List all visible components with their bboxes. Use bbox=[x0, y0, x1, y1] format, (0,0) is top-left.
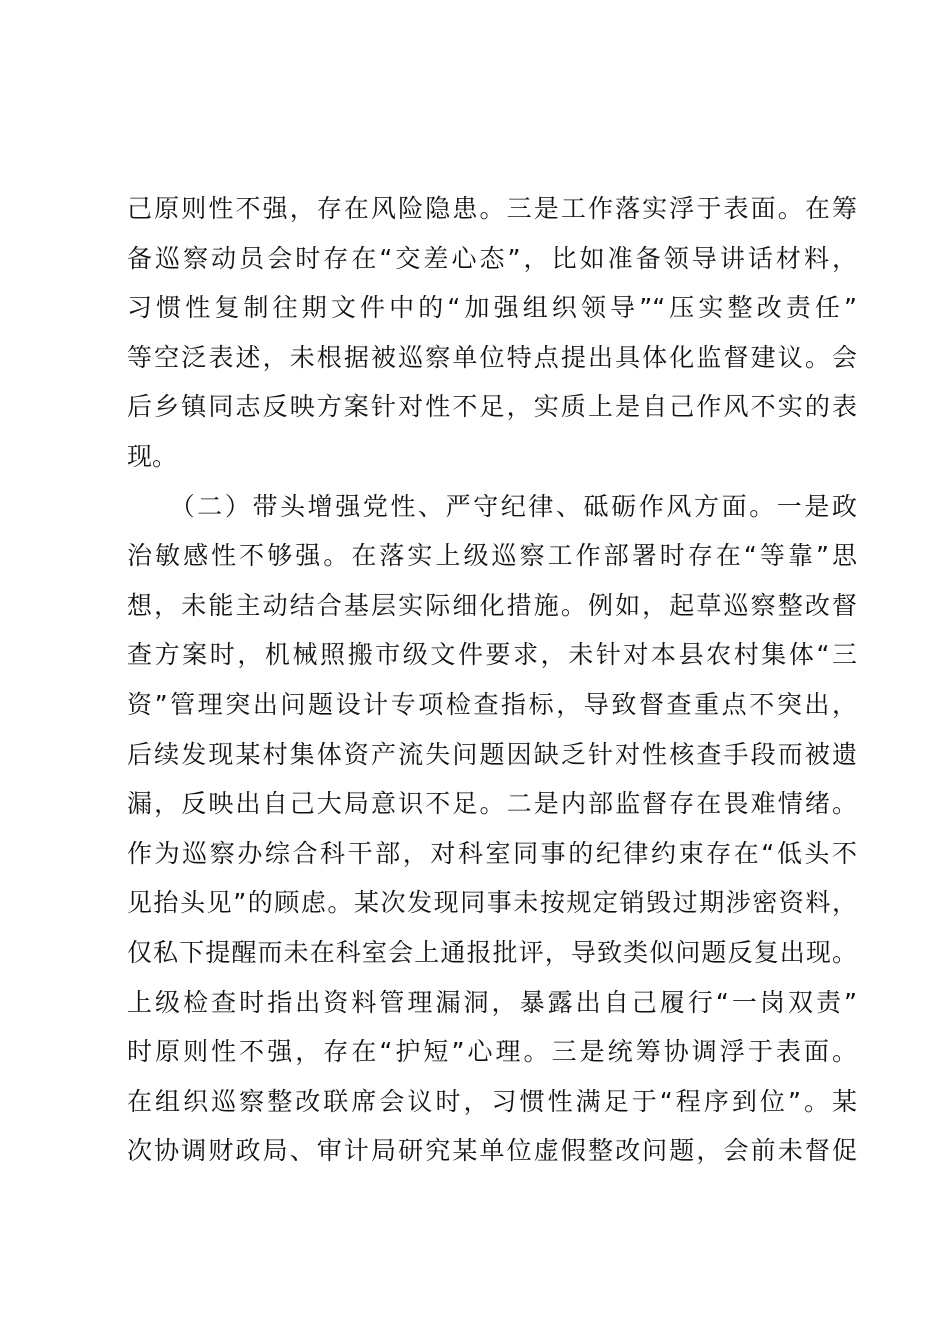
text-line: 备巡察动员会时存在“交差心态”，比如准备领导讲话材料， bbox=[127, 243, 857, 273]
text-line: 漏，反映出自己大局意识不足。二是内部监督存在畏难情绪。 bbox=[127, 789, 857, 819]
text-line: 作为巡察办综合科干部，对科室同事的纪律约束存在“低头不 bbox=[127, 838, 857, 868]
text-line: 后乡镇同志反映方案针对性不足，实质上是自己作风不实的表 bbox=[127, 392, 857, 422]
text-line: 想，未能主动结合基层实际细化措施。例如，起草巡察整改督 bbox=[127, 590, 857, 620]
text-line: 查方案时，机械照搬市级文件要求，未针对本县农村集体“三 bbox=[127, 640, 857, 670]
text-line: 资”管理突出问题设计专项检查指标，导致督查重点不突出， bbox=[127, 689, 857, 719]
text-line: 上级检查时指出资料管理漏洞，暴露出自己履行“一岗双责” bbox=[127, 987, 857, 1017]
section-heading-line: （二）带头增强党性、严守纪律、砥砺作风方面。一是政 bbox=[127, 491, 857, 521]
text-line: 习惯性复制往期文件中的“加强组织领导”“压实整改责任” bbox=[127, 293, 857, 323]
text-line: 见抬头见”的顾虑。某次发现同事未按规定销毁过期涉密资料， bbox=[127, 888, 857, 918]
text-line: 治敏感性不够强。在落实上级巡察工作部署时存在“等靠”思 bbox=[127, 541, 857, 571]
text-line: 时原则性不强，存在“护短”心理。三是统筹协调浮于表面。 bbox=[127, 1037, 857, 1067]
text-line: 等空泛表述，未根据被巡察单位特点提出具体化监督建议。会 bbox=[127, 342, 857, 372]
text-line: 仅私下提醒而未在科室会上通报批评，导致类似问题反复出现。 bbox=[127, 937, 857, 967]
text-line: 己原则性不强，存在风险隐患。三是工作落实浮于表面。在筹 bbox=[127, 194, 857, 223]
text-line: 在组织巡察整改联席会议时，习惯性满足于“程序到位”。某 bbox=[127, 1086, 857, 1116]
text-line: 现。 bbox=[127, 441, 178, 471]
text-line: 后续发现某村集体资产流失问题因缺乏针对性核查手段而被遗 bbox=[127, 739, 857, 769]
body-text bbox=[127, 184, 857, 1176]
text-line: 次协调财政局、审计局研究某单位虚假整改问题，会前未督促 bbox=[127, 1136, 857, 1166]
